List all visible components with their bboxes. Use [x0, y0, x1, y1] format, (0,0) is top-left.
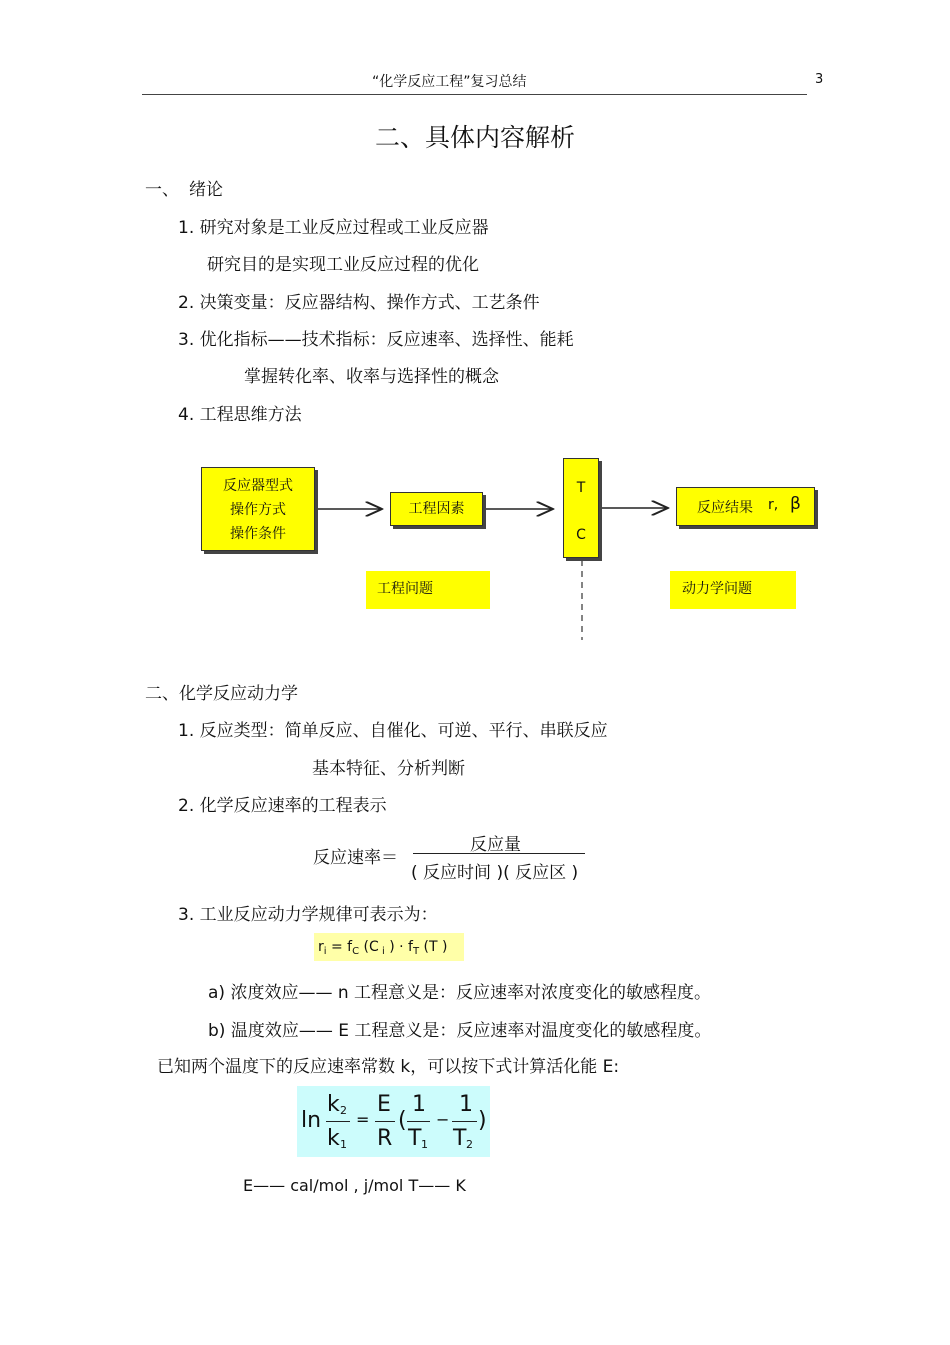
rate-lhs: 反应速率＝ — [313, 848, 398, 868]
tc-top-label: T — [576, 480, 586, 496]
eq-E: E — [377, 1092, 391, 1117]
rate-numerator: 反应量 — [470, 835, 521, 855]
eq-ln: ln — [301, 1108, 322, 1133]
list-item: 研究目的是实现工业反应过程的优化 — [207, 255, 479, 275]
units-line: E—— cal/mol , j/mol T—— K — [243, 1176, 466, 1195]
eq-k2: k — [327, 1092, 340, 1117]
eq-num1: 1 — [412, 1092, 426, 1117]
eq-lparen: ( — [398, 1108, 407, 1133]
eq-rparen: ) — [478, 1108, 487, 1133]
engineering-problem-label-box — [366, 571, 490, 609]
engineering-factor-label: 工程因素 — [408, 501, 465, 517]
rate-denominator: ( 反应时间 )( 反应区 ) — [411, 863, 579, 883]
page-number: 3 — [815, 72, 824, 87]
list-item: 掌握转化率、收率与选择性的概念 — [244, 367, 499, 387]
beta-symbol: β — [790, 494, 801, 514]
section1-heading: 绪论 — [189, 180, 223, 200]
engineering-problem-label: 工程问题 — [377, 581, 433, 597]
list-item: 1. 研究对象是工业反应过程或工业反应器 — [178, 218, 489, 238]
eq-bar-t1 — [407, 1121, 430, 1122]
page-title: 二、具体内容解析 — [374, 123, 575, 152]
formula-sub-t: T — [412, 946, 420, 957]
eq-bar-t2 — [452, 1121, 477, 1122]
list-item: 1. 反应类型：简单反应、自催化、可逆、平行、串联反应 — [178, 721, 608, 741]
eq-T1: T — [408, 1126, 422, 1151]
result-box — [676, 487, 815, 526]
kinetics-problem-label-box — [670, 571, 796, 609]
formula-dot: ) · f — [384, 939, 413, 955]
formula-mid: (C — [359, 939, 379, 955]
eq-T2: T — [453, 1126, 467, 1151]
operation-condition-label: 操作条件 — [230, 526, 286, 542]
arrhenius-equation — [297, 1086, 490, 1157]
formula-end: (T ) — [419, 939, 448, 955]
header-title: “化学反应工程”复习总结 — [372, 74, 527, 90]
eq-k2-sub: 2 — [340, 1104, 347, 1117]
tc-box — [563, 458, 599, 558]
list-item: 3. 优化指标——技术指标：反应速率、选择性、能耗 — [178, 330, 574, 350]
fraction-bar — [413, 853, 585, 854]
kinetics-formula-box — [314, 933, 464, 961]
eq-k1: k — [327, 1126, 340, 1151]
eq-T2-sub: 2 — [466, 1138, 473, 1151]
list-item: 3. 工业反应动力学规律可表示为： — [178, 905, 438, 925]
kinetics-problem-label: 动力学问题 — [682, 581, 752, 597]
section1-number: 一、 — [145, 180, 179, 200]
eq-bar-k — [326, 1121, 350, 1122]
eq-num2: 1 — [459, 1092, 473, 1117]
concentration-effect: a) 浓度效应—— n 工程意义是：反应速率对浓度变化的敏感程度。 — [208, 983, 712, 1003]
reactor-type-label: 反应器型式 — [223, 478, 293, 494]
section2-heading: 二、化学反应动力学 — [145, 684, 298, 704]
list-item: 2. 决策变量：反应器结构、操作方式、工艺条件 — [178, 293, 540, 313]
formula-sub-i: i — [323, 946, 327, 957]
reactor-box — [201, 467, 315, 551]
temperature-effect: b) 温度效应—— E 工程意义是：反应速率对温度变化的敏感程度。 — [208, 1021, 712, 1041]
eq-R: R — [377, 1126, 393, 1151]
known-text: 已知两个温度下的反应速率常数 k，可以按下式计算活化能 E: — [157, 1057, 620, 1077]
eq-minus: − — [436, 1110, 450, 1129]
eq-k1-sub: 1 — [340, 1138, 347, 1151]
result-label: 反应结果 — [697, 500, 753, 516]
operation-mode-label: 操作方式 — [230, 502, 286, 518]
list-item: 2. 化学反应速率的工程表示 — [178, 796, 387, 816]
formula-r: r — [318, 939, 324, 955]
formula-sub-c: C — [352, 946, 360, 957]
eq-bar-er — [375, 1121, 395, 1122]
eq-T1-sub: 1 — [421, 1138, 428, 1151]
result-vars: r, — [768, 497, 779, 513]
list-item: 基本特征、分析判断 — [312, 759, 465, 779]
engineering-factor-box — [390, 492, 483, 526]
tc-bottom-label: C — [576, 527, 586, 543]
list-item: 4. 工程思维方法 — [178, 405, 302, 425]
eq-equals: = — [356, 1110, 370, 1129]
formula-eq: = f — [326, 939, 353, 955]
formula-sub-i2: i — [378, 946, 385, 957]
